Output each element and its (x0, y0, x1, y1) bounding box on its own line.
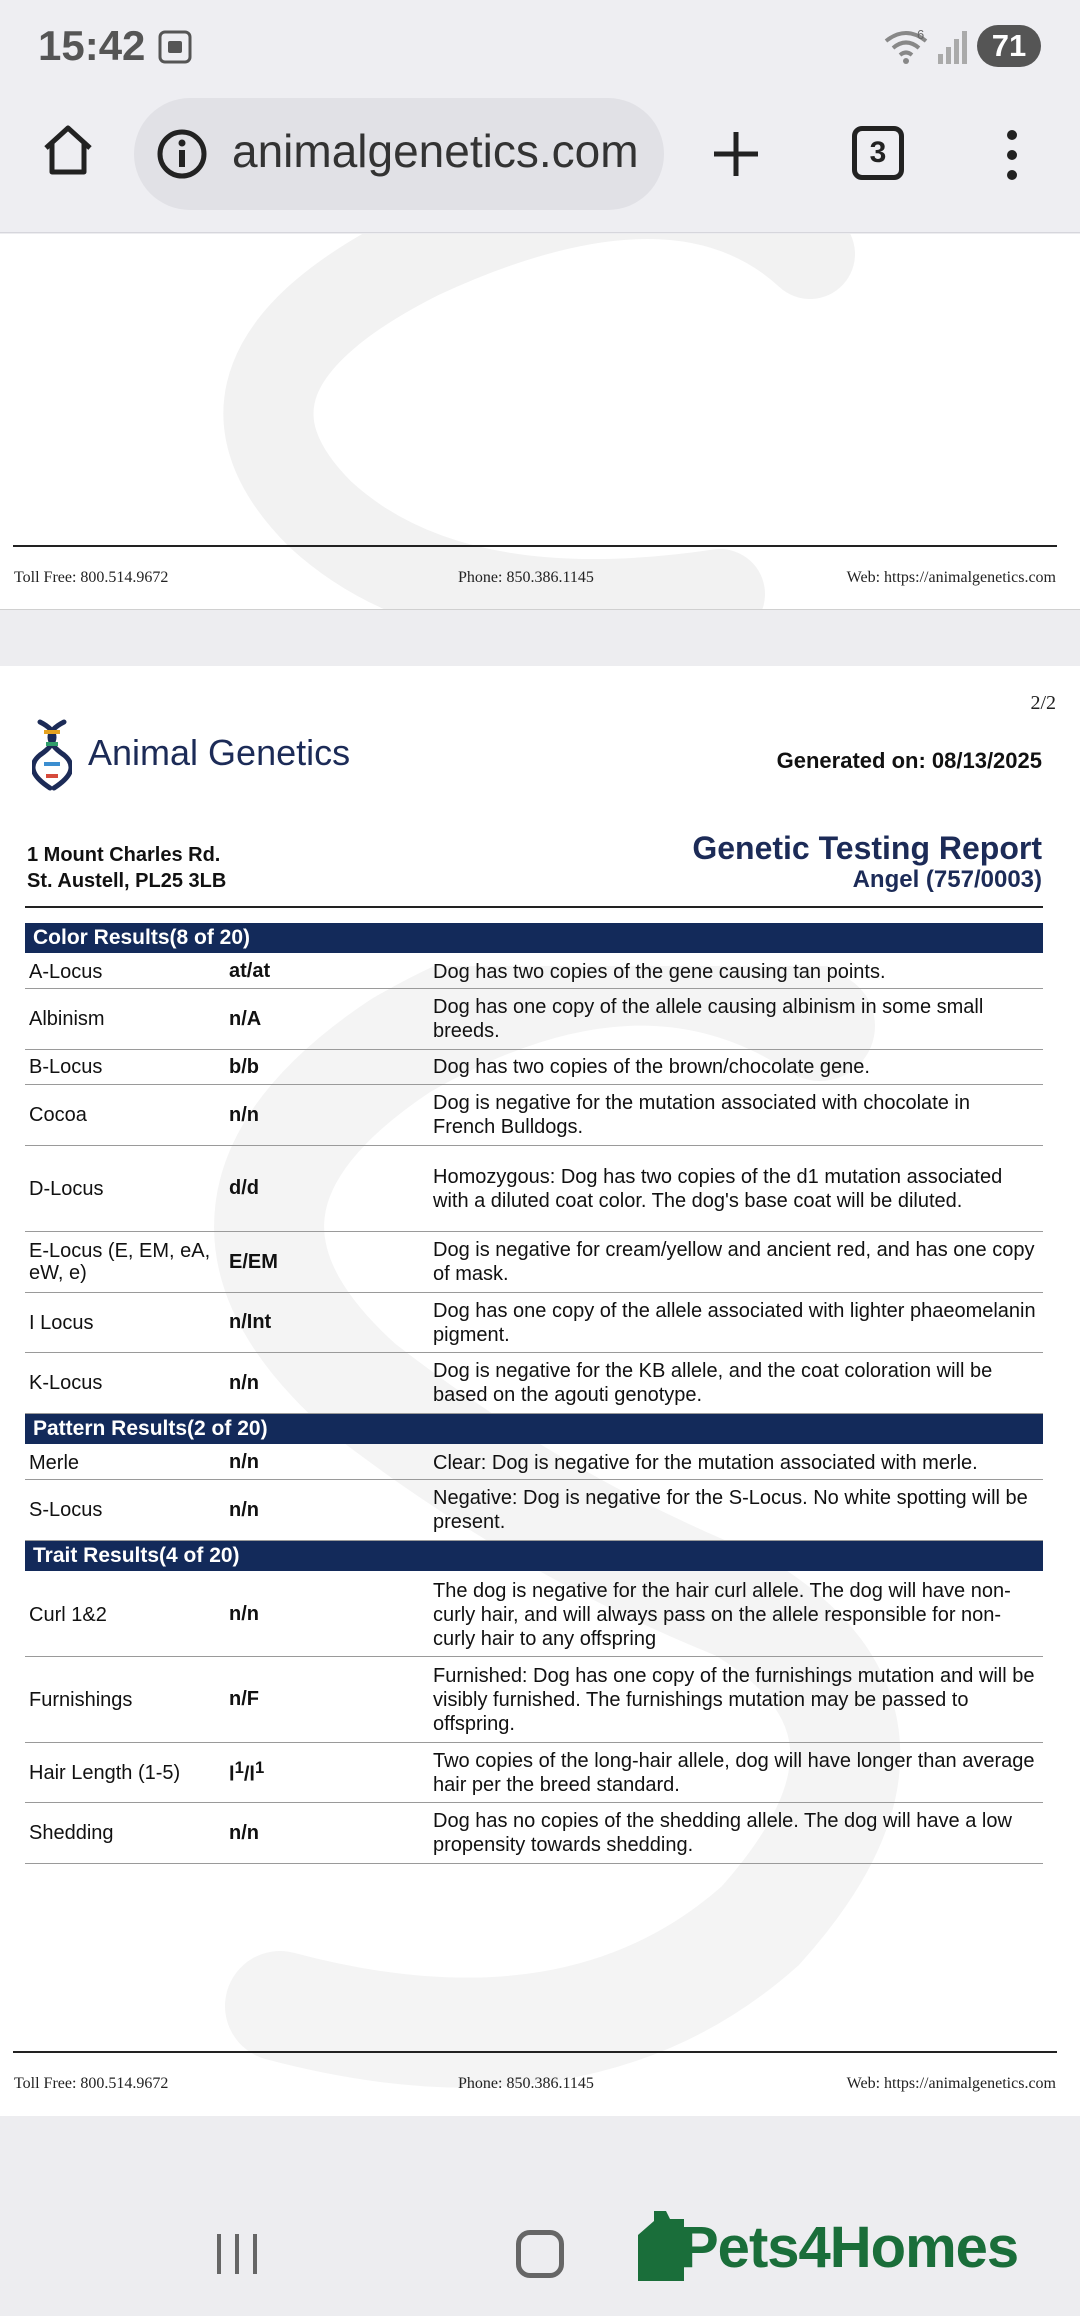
genotype: n/A (229, 1007, 262, 1030)
brand-name: Animal Genetics (88, 732, 351, 773)
section-header-color: Color Results(8 of 20) (25, 923, 1043, 953)
table-row (25, 1146, 1043, 1232)
result-description: Negative: Dog is negative for the S-Locus. No white spotting will be present. (433, 1487, 1028, 1533)
result-description: Clear: Dog is negative for the mutation associated with merle. (433, 1451, 978, 1474)
genotype: b/b (229, 1055, 259, 1078)
table-row (25, 1573, 1043, 1657)
footer-rule (13, 2051, 1057, 2053)
genotype: n/n (229, 1103, 259, 1126)
footer-toll-free: Toll Free: 800.514.9672 (14, 2075, 169, 2092)
locus-name: Merle (29, 1451, 80, 1474)
battery-indicator: 71 (977, 25, 1041, 67)
more-options-icon[interactable] (1002, 128, 1022, 182)
genotype-superscript: 1 (234, 1758, 244, 1778)
table-row (25, 1743, 1043, 1803)
address-bar[interactable] (134, 98, 664, 210)
footer-phone: Phone: 850.386.1145 (458, 569, 594, 586)
home-icon[interactable] (40, 122, 96, 178)
genotype-part: /l (243, 1763, 255, 1786)
site-info-icon[interactable] (156, 128, 208, 180)
result-description: Homozygous: Dog has two copies of the d1 mutation associated with a diluted coat color. The dog's base coat will be diluted. (433, 1165, 1003, 1212)
genotype: n/n (229, 1498, 259, 1521)
genotype: n/Int (229, 1311, 272, 1333)
result-description: Dog has two copies of the gene causing tan points. (433, 960, 886, 983)
footer-toll-free: Toll Free: 800.514.9672 (14, 569, 169, 586)
genotype-superscript: 1 (254, 1758, 265, 1778)
section-header-pattern: Pattern Results(2 of 20) (25, 1414, 1043, 1444)
pdf-page-2 (0, 666, 1080, 2116)
table-row (25, 955, 1043, 989)
url-text: animalgenetics.com (232, 125, 639, 177)
result-description: Dog is negative for the KB allele, and the coat coloration will be based on the agouti genotype. (433, 1360, 993, 1406)
pdf-page-1 (0, 234, 1080, 610)
signal-icon (937, 30, 967, 64)
recent-apps-icon[interactable] (215, 2232, 259, 2276)
result-description: Dog has one copy of the allele associated with lighter phaeomelanin pigment. (433, 1299, 1036, 1346)
status-time: 15:42 (38, 22, 146, 69)
wifi-icon (884, 27, 932, 65)
genotype: n/F (229, 1688, 259, 1710)
genotype: n/n (229, 1371, 259, 1394)
result-description: The dog is negative for the hair curl allele. The dog will have non-curly hair, and will always pass on the allele responsible for non-curly hair to any offspring (433, 1579, 1011, 1650)
table-row (25, 1657, 1043, 1743)
table-row (25, 1232, 1043, 1293)
pets4homes-logo-text: Pets4Homes (680, 2215, 1019, 2280)
result-description: Two copies of the long-hair allele, dog will have longer than average hair per the breed standard. (433, 1749, 1035, 1796)
page-number: 2/2 (1030, 692, 1056, 714)
locus-name: Albinism (29, 1008, 105, 1030)
table-row (25, 989, 1043, 1050)
result-description: Dog is negative for the mutation associated with chocolate in French Bulldogs. (433, 1092, 970, 1138)
locus-name: S-Locus (29, 1499, 103, 1521)
genotype: n/n (229, 1821, 259, 1844)
address-line-2: St. Austell, PL25 3LB (27, 870, 227, 892)
footer-web: Web: https://animalgenetics.com (846, 569, 1056, 586)
locus-name: Hair Length (1-5) (29, 1761, 181, 1784)
table-row (25, 1050, 1043, 1085)
locus-name: I Locus (29, 1311, 94, 1334)
generated-date: Generated on: 08/13/2025 (776, 748, 1042, 773)
result-description: Dog has no copies of the shedding allele. The dog will have a low propensity towards shedding. (433, 1810, 1012, 1856)
dna-logo-icon (32, 718, 72, 792)
table-row (25, 1803, 1043, 1864)
result-description: Dog is negative for cream/yellow and ancient red, and has one copy of mask. (433, 1239, 1035, 1285)
locus-name: Shedding (29, 1822, 114, 1844)
header-rule (25, 906, 1043, 908)
table-row (25, 1480, 1043, 1541)
locus-name: Furnishings (29, 1688, 133, 1711)
screenshot-icon (157, 29, 193, 65)
genotype: d/d (229, 1177, 259, 1199)
results-table (25, 923, 1043, 1864)
report-title: Genetic Testing Report (692, 830, 1042, 866)
watermark-swirl (120, 234, 920, 610)
footer-web: Web: https://animalgenetics.com (846, 2075, 1056, 2092)
address-line-1: 1 Mount Charles Rd. (27, 844, 221, 866)
table-row (25, 1353, 1043, 1414)
locus-name: Cocoa (29, 1104, 87, 1126)
result-description: Dog has one copy of the allele causing albinism in some small breeds. (433, 996, 984, 1042)
locus-name: A-Locus (29, 960, 103, 983)
tab-switcher-button[interactable]: 3 (852, 126, 904, 180)
genotype: E/EM (229, 1250, 278, 1273)
genotype: n/n (229, 1603, 259, 1625)
locus-name: E-Locus (E, EM, eA, eW, e) (29, 1240, 211, 1284)
section-header-trait: Trait Results(4 of 20) (25, 1541, 1043, 1571)
locus-name: K-Locus (29, 1372, 103, 1394)
locus-name: B-Locus (29, 1056, 103, 1078)
footer-rule (13, 545, 1057, 547)
report-subtitle: Angel (757/0003) (852, 866, 1042, 893)
table-row (25, 1085, 1043, 1146)
locus-name: D-Locus (29, 1177, 104, 1200)
home-nav-button[interactable] (516, 2230, 564, 2278)
browser-chrome (0, 0, 1080, 233)
wifi-badge: 6 (917, 27, 925, 42)
genotype: n/n (229, 1451, 259, 1473)
new-tab-icon[interactable] (710, 128, 762, 180)
genotype: at/at (229, 960, 271, 982)
table-row (25, 1293, 1043, 1353)
result-description: Dog has two copies of the brown/chocolate gene. (433, 1056, 870, 1078)
locus-name: Curl 1&2 (29, 1603, 107, 1626)
table-row (25, 1446, 1043, 1480)
genotype (229, 1758, 433, 1787)
genotype-part: l (229, 1763, 235, 1786)
result-description: Furnished: Dog has one copy of the furnishings mutation and will be visibly furnished. The furnishings mutation may be passed to offspring. (433, 1664, 1035, 1735)
footer-phone: Phone: 850.386.1145 (458, 2075, 594, 2092)
